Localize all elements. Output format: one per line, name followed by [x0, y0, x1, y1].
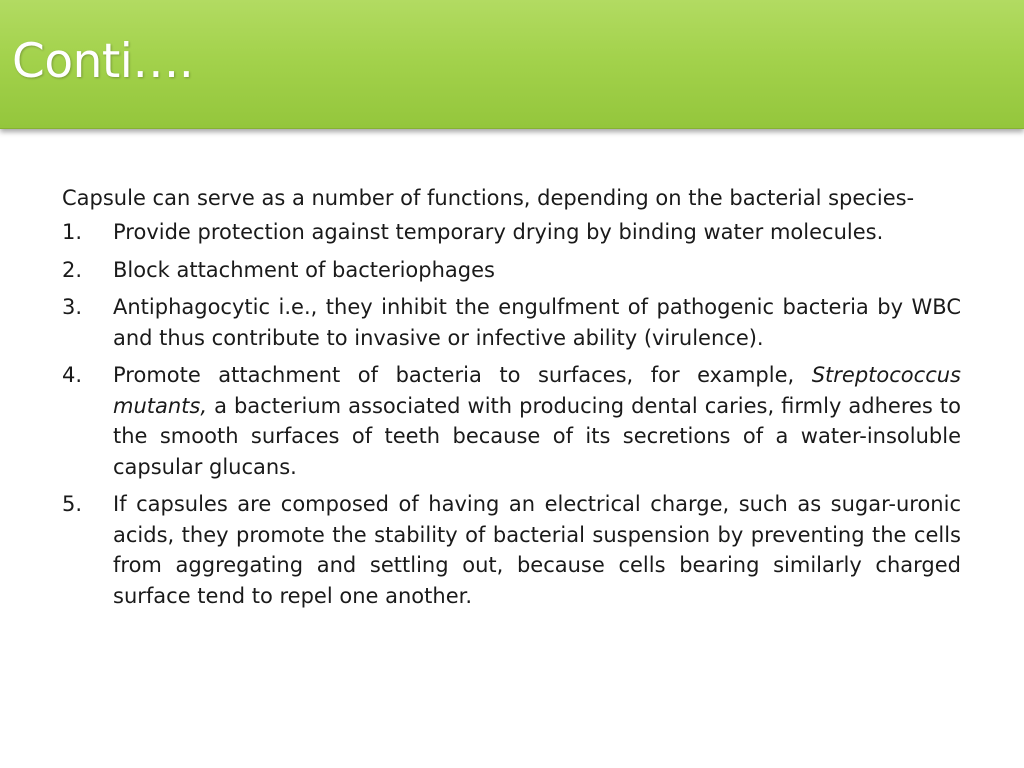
list-item-text: If capsules are composed of having an electrical charge, such as sugar-uronic acids, they promote the stability of bacterial suspension by preventing the cells from aggregating and settling out, because cells bearing similarly charged surface tend to repel one another. [113, 492, 961, 608]
numbered-list [62, 217, 961, 611]
list-item-text: Block attachment of bacteriophages [113, 257, 495, 282]
title-bar [0, 0, 1024, 129]
species-name: Streptococcus mutants, [113, 363, 961, 418]
slide-content [62, 183, 961, 618]
list-item-text: Provide protection against temporary drying by binding water molecules. [113, 220, 884, 244]
list-item-text-part: a bacterium associated with producing dental caries, firmly adheres to the smooth surfaces of teeth because of its secretions of a water-insoluble capsular glucans. [113, 393, 961, 479]
list-item [62, 292, 961, 353]
list-item-text-part: Promote attachment of bacteria to surfaces, for example, [113, 363, 812, 387]
list-item-number: 4. [62, 363, 83, 387]
list-item [62, 255, 961, 286]
list-item-text [113, 363, 961, 479]
list-item [62, 489, 961, 611]
list-item-number: 1. [62, 220, 83, 244]
list-item-number: 3. [62, 295, 83, 319]
slide-title: Conti…. [12, 34, 194, 89]
list-item [62, 217, 961, 248]
list-item-number: 5. [62, 492, 83, 516]
list-item [62, 360, 961, 482]
list-item-text: Antiphagocytic i.e., they inhibit the engulfment of pathogenic bacteria by WBC and thus contribute to invasive or infective ability (virulence). [113, 295, 961, 350]
intro-paragraph: Capsule can serve as a number of functions, depending on the bacterial species- [62, 186, 915, 210]
list-item-number: 2. [62, 257, 83, 282]
